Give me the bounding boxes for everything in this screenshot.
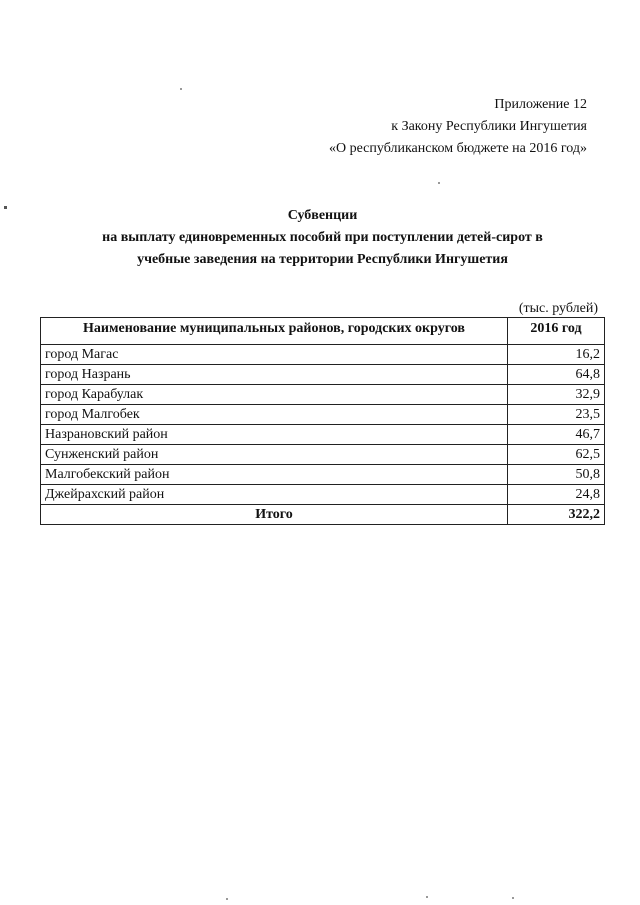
table-row: [41, 445, 605, 465]
table-row: [41, 345, 605, 365]
row-name: город Малгобек: [41, 405, 508, 425]
row-name: город Назрань: [41, 365, 508, 385]
scan-speck: [438, 182, 440, 184]
row-value: 46,7: [508, 425, 605, 445]
row-name: город Карабулак: [41, 385, 508, 405]
row-name: Сунженский район: [41, 445, 508, 465]
title-line-2: на выплату единовременных пособий при поступлении детей-сирот в: [102, 230, 543, 245]
total-value: 322,2: [508, 505, 605, 525]
table-row: [41, 485, 605, 505]
title-line-1: Субвенции: [287, 208, 358, 223]
document-title: [40, 205, 605, 271]
scan-speck: [180, 88, 182, 90]
row-value: 50,8: [508, 465, 605, 485]
appendix-law-ref: к Закону Республики Ингушетия: [391, 119, 587, 134]
appendix-header: [329, 94, 587, 160]
row-value: 32,9: [508, 385, 605, 405]
table-row: [41, 385, 605, 405]
row-value: 64,8: [508, 365, 605, 385]
header-municipality: Наименование муниципальных районов, городских округов: [41, 318, 508, 345]
total-label: Итого: [41, 505, 508, 525]
scan-speck: [4, 206, 7, 209]
table-row: [41, 365, 605, 385]
subventions-table: [40, 317, 605, 525]
scan-speck: [426, 896, 428, 898]
scan-speck: [226, 898, 228, 900]
table-row: [41, 465, 605, 485]
row-value: 24,8: [508, 485, 605, 505]
row-value: 62,5: [508, 445, 605, 465]
row-value: 16,2: [508, 345, 605, 365]
row-name: Малгобекский район: [41, 465, 508, 485]
table-row: [41, 425, 605, 445]
row-value: 23,5: [508, 405, 605, 425]
scan-speck: [512, 897, 514, 899]
row-name: Назрановский район: [41, 425, 508, 445]
units-label: (тыс. рублей): [518, 301, 598, 316]
table-total-row: [41, 505, 605, 525]
header-year: 2016 год: [508, 318, 605, 345]
row-name: город Магас: [41, 345, 508, 365]
appendix-law-title: «О республиканском бюджете на 2016 год»: [329, 141, 587, 156]
table-row: [41, 405, 605, 425]
table-header-row: [41, 318, 605, 345]
row-name: Джейрахский район: [41, 485, 508, 505]
title-line-3: учебные заведения на территории Республики Ингушетия: [137, 252, 508, 267]
appendix-number: Приложение 12: [494, 97, 587, 112]
